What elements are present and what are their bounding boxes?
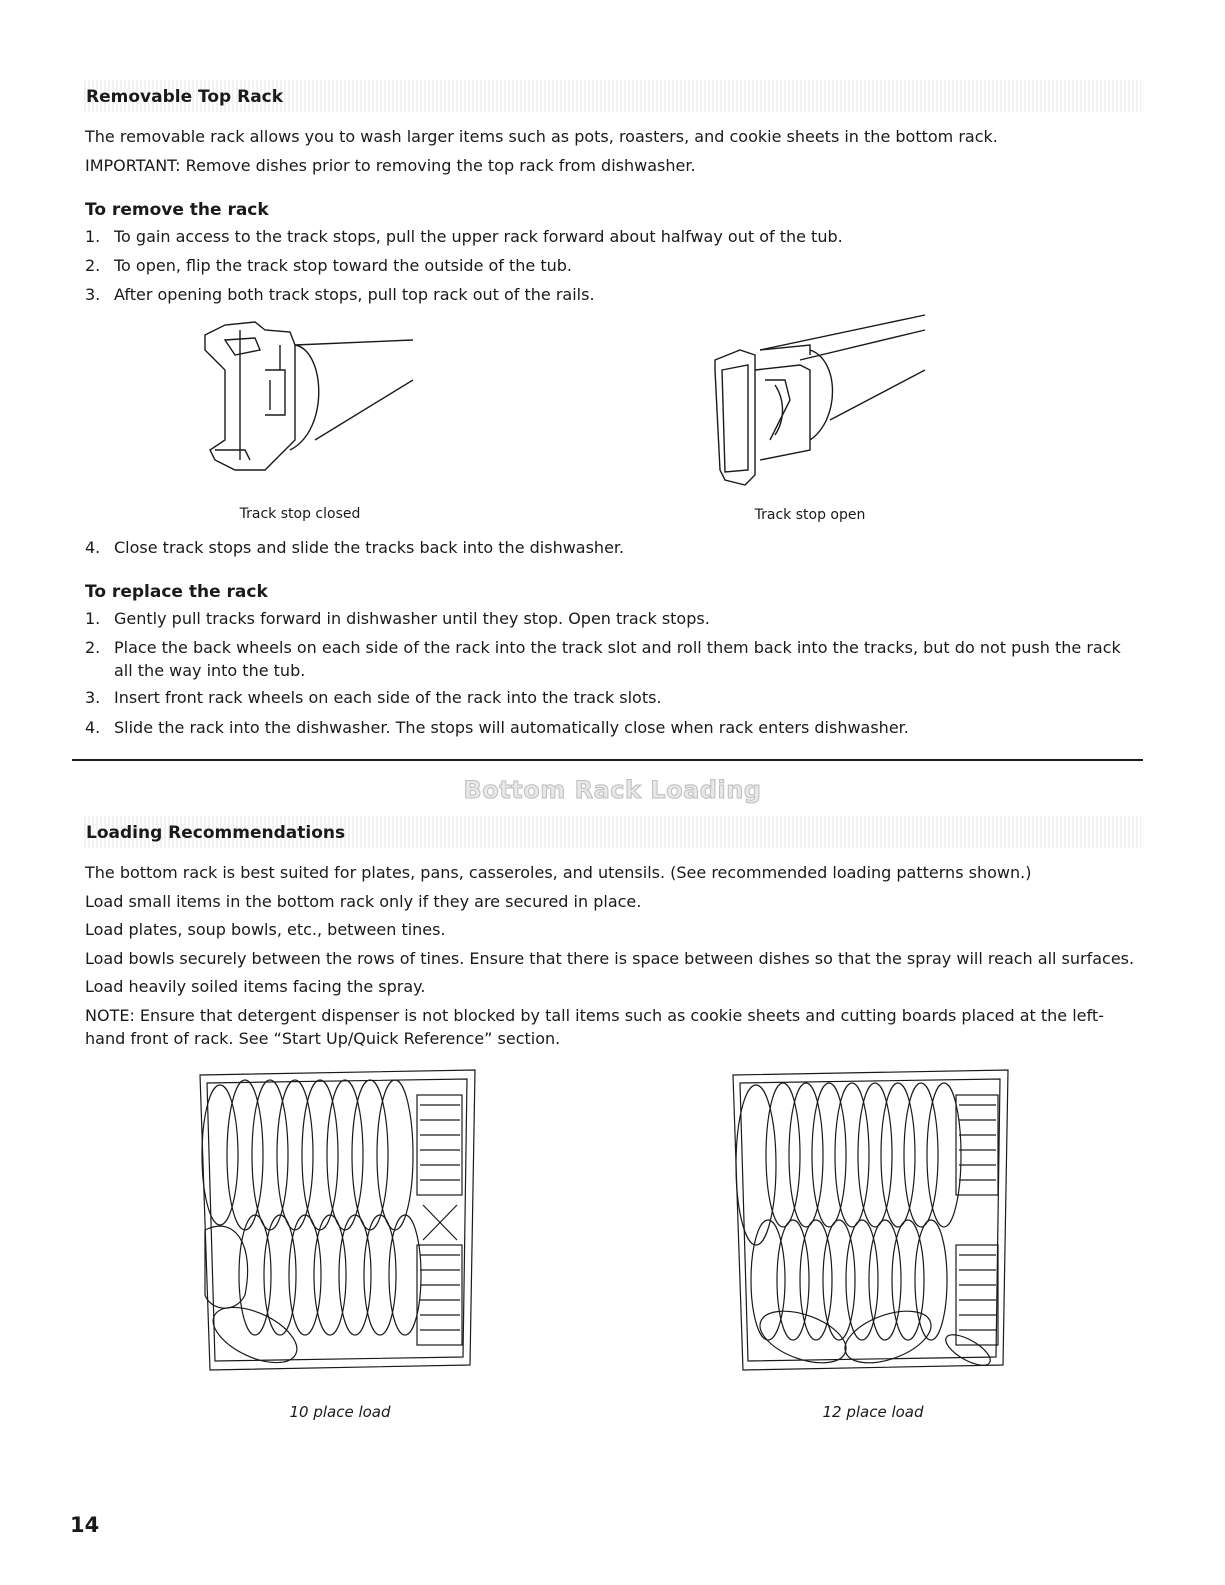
loading-paragraph-4: Load bowls securely between the rows of tines. Ensure that there is space between dishes so that the spray will reach all surfaces. [85, 949, 1135, 968]
section-heading: Removable Top Rack [86, 87, 284, 107]
replace-step-4: 4. Slide the rack into the dishwasher. The stops will automatically close when rack enters dishwasher. [85, 718, 909, 737]
note-label: NOTE: [85, 1006, 135, 1025]
important-text: Remove dishes prior to removing the top rack from dishwasher. [180, 156, 696, 175]
remove-step-1: 1. To gain access to the track stops, pull the upper rack forward about halfway out of the tub. [85, 227, 843, 246]
page-number: 14 [70, 1513, 100, 1537]
note-paragraph-continued: hand front of rack. See “Start Up/Quick Reference” section. [85, 1029, 561, 1048]
important-paragraph [85, 155, 696, 177]
track-stop-closed-illustration [195, 310, 425, 500]
replace-step-3: 3. Insert front rack wheels on each side of the rack into the track slots. [85, 688, 662, 707]
twelve-place-load-illustration [728, 1065, 1018, 1380]
twelve-place-load-caption: 12 place load [822, 1403, 924, 1421]
ten-place-load-caption: 10 place load [289, 1403, 391, 1421]
section-heading: Loading Recommendations [86, 823, 346, 843]
replace-step-1: 1. Gently pull tracks forward in dishwasher until they stop. Open track stops. [85, 609, 710, 628]
track-stop-closed-caption: Track stop closed [239, 506, 361, 522]
loading-paragraph-3: Load plates, soup bowls, etc., between tines. [85, 920, 446, 939]
track-stop-open-caption: Track stop open [754, 507, 866, 523]
intro-paragraph: The removable rack allows you to wash larger items such as pots, roasters, and cookie sheets in the bottom rack. [85, 127, 998, 146]
remove-rack-heading: To remove the rack [85, 200, 269, 220]
section-divider [72, 759, 1143, 761]
track-stop-open-illustration [700, 310, 940, 500]
replace-step-2: 2. Place the back wheels on each side of the rack into the track slot and roll them back into the tracks, but do not push the rack all the way into the tub. [85, 638, 1121, 680]
remove-step-3: 3. After opening both track stops, pull top rack out of the rails. [85, 285, 595, 304]
section-header-loading-recommendations [84, 816, 1141, 848]
remove-step-2: 2. To open, flip the track stop toward the outside of the tub. [85, 256, 572, 275]
remove-step-4: 4. Close track stops and slide the tracks back into the dishwasher. [85, 538, 625, 557]
bottom-rack-loading-title: Bottom Rack Loading [463, 776, 762, 804]
note-paragraph: NOTE: Ensure that detergent dispenser is not blocked by tall items such as cookie sheets and cutting boards placed at the left- [85, 1006, 1104, 1025]
loading-paragraph-5: Load heavily soiled items facing the spray. [85, 977, 426, 996]
replace-rack-heading: To replace the rack [85, 582, 268, 602]
ten-place-load-illustration [195, 1065, 485, 1380]
loading-paragraph-1: The bottom rack is best suited for plates, pans, casseroles, and utensils. (See recommended loading patterns shown.) [85, 863, 1032, 882]
loading-paragraph-2: Load small items in the bottom rack only if they are secured in place. [85, 892, 642, 911]
section-header-removable-top-rack [84, 80, 1141, 112]
important-label: IMPORTANT: [85, 156, 181, 175]
